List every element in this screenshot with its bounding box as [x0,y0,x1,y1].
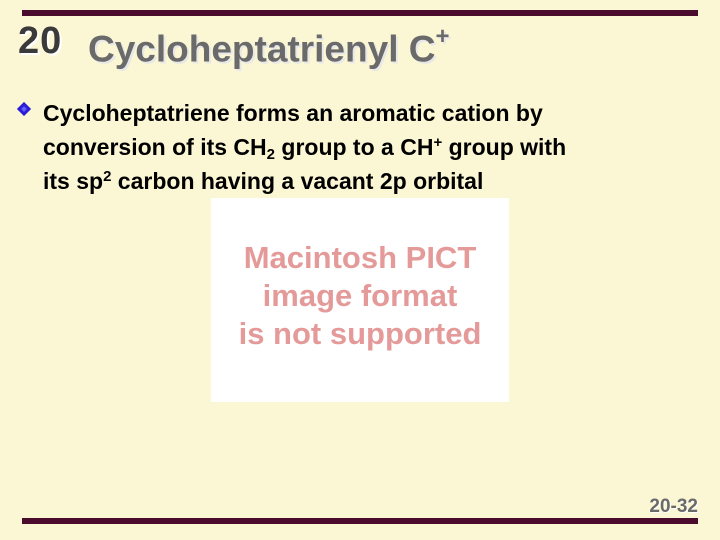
bullet-line-2 [43,134,567,163]
placeholder-line-1: Macintosh PICT [243,240,477,275]
top-rule [22,10,698,16]
slide-title-text: Cycloheptatrienyl C [88,28,436,70]
bottom-rule [22,518,698,524]
bullet-line-2-c: group with [442,134,567,160]
bullet-line-3-b: carbon having a vacant 2p orbital [111,168,484,194]
image-placeholder-text [239,239,482,353]
bullet-line-2-b: group to a CH [275,134,434,160]
bullet-line-3 [43,168,483,194]
bullet-text [43,96,693,198]
slide-title [88,23,450,70]
slide-title-superscript: + [435,23,450,50]
bullet-line-1: Cycloheptatriene forms an aromatic cation by [43,100,543,126]
chapter-number: 20 [18,20,63,62]
bullet-line-2-subscript: 2 [266,146,275,163]
diamond-bullet-icon [17,102,31,116]
image-placeholder [211,198,509,402]
placeholder-line-3: is not supported [238,316,482,351]
placeholder-line-2: image format [262,278,458,313]
bullet-line-2-a: conversion of its CH [43,134,267,160]
page-number: 20-32 [649,496,698,517]
bullet-line-2-superscript: + [433,134,443,151]
bullet-line-3-superscript: 2 [103,168,112,185]
bullet-line-3-a: its sp [43,168,104,194]
